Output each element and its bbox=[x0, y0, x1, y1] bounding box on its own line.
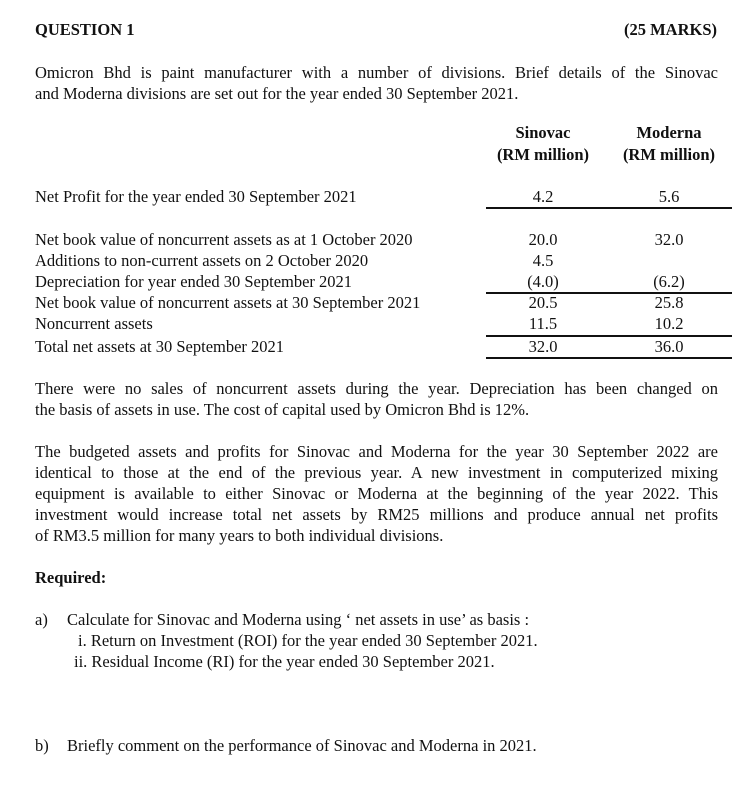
text-line: The budgeted assets and profits for Sinovac and Moderna for the year 30 September 2022 are bbox=[35, 442, 718, 461]
cell-moderna: 32.0 bbox=[654, 230, 684, 249]
text-line: and Moderna divisions are set out for the year ended 30 September 2021. bbox=[35, 84, 519, 103]
cell-moderna: 25.8 bbox=[654, 293, 684, 312]
col-header-sinovac: Sinovac bbox=[515, 123, 571, 142]
col-unit-moderna: (RM million) bbox=[622, 145, 716, 164]
question-b-label: b) bbox=[35, 736, 49, 755]
cell-sinovac: (4.0) bbox=[527, 272, 559, 291]
text-line: the basis of assets in use. The cost of capital used by Omicron Bhd is 12%. bbox=[35, 400, 530, 419]
question-a-item: i. Return on Investment (ROI) for the year ended 30 September 2021. bbox=[78, 631, 538, 650]
question-b-text: Briefly comment on the performance of Sinovac and Moderna in 2021. bbox=[67, 736, 537, 755]
col-unit-sinovac: (RM million) bbox=[496, 145, 590, 164]
question-a-label: a) bbox=[35, 610, 48, 629]
row-label: Noncurrent assets bbox=[35, 314, 153, 333]
row-label: Net book value of noncurrent assets as at 1 October 2020 bbox=[35, 230, 413, 249]
text-line: Omicron Bhd is paint manufacturer with a number of divisions. Brief details of the Sinovac bbox=[35, 63, 718, 82]
row-label: Depreciation for year ended 30 September 2021 bbox=[35, 272, 353, 291]
question-a-item: ii. Residual Income (RI) for the year ended 30 September 2021. bbox=[74, 652, 495, 671]
question-title: QUESTION 1 bbox=[35, 20, 135, 39]
paragraph-2 bbox=[35, 441, 718, 546]
text-line: investment would increase total net assets by RM25 millions and produce annual net profits bbox=[35, 505, 718, 524]
row-label: Net book value of noncurrent assets at 30 September 2021 bbox=[35, 293, 421, 312]
cell-sinovac: 20.5 bbox=[528, 293, 558, 312]
cell-moderna: (6.2) bbox=[653, 272, 685, 291]
marks: (25 MARKS) bbox=[623, 20, 717, 39]
text-line: of RM3.5 million for many years to both individual divisions. bbox=[35, 526, 444, 545]
question-a-text: Calculate for Sinovac and Moderna using ‘ net assets in use’ as basis : bbox=[67, 610, 530, 629]
cell-moderna: 5.6 bbox=[658, 187, 680, 206]
cell-sinovac: 11.5 bbox=[528, 314, 558, 333]
row-label: Additions to non-current assets on 2 October 2020 bbox=[35, 251, 369, 270]
text-line: There were no sales of noncurrent assets during the year. Depreciation has been changed on bbox=[35, 379, 718, 398]
rule bbox=[486, 207, 732, 209]
cell-sinovac: 4.2 bbox=[532, 187, 554, 206]
cell-sinovac: 4.5 bbox=[532, 251, 554, 270]
cell-sinovac: 32.0 bbox=[528, 337, 558, 356]
row-label: Net Profit for the year ended 30 September 2021 bbox=[35, 187, 357, 206]
cell-sinovac: 20.0 bbox=[528, 230, 558, 249]
text-line: identical to those at the end of the previous year. A new investment in computerized mixing bbox=[35, 463, 718, 482]
cell-moderna: 10.2 bbox=[654, 314, 684, 333]
row-label: Total net assets at 30 September 2021 bbox=[35, 337, 285, 356]
text-line: equipment is available to either Sinovac or Moderna at the beginning of the year 2022. This bbox=[35, 484, 718, 503]
paragraph-1 bbox=[35, 378, 718, 420]
rule bbox=[486, 357, 732, 359]
intro-paragraph bbox=[35, 62, 718, 104]
required-heading: Required: bbox=[35, 568, 107, 587]
cell-moderna: 36.0 bbox=[654, 337, 684, 356]
col-header-moderna: Moderna bbox=[636, 123, 702, 142]
